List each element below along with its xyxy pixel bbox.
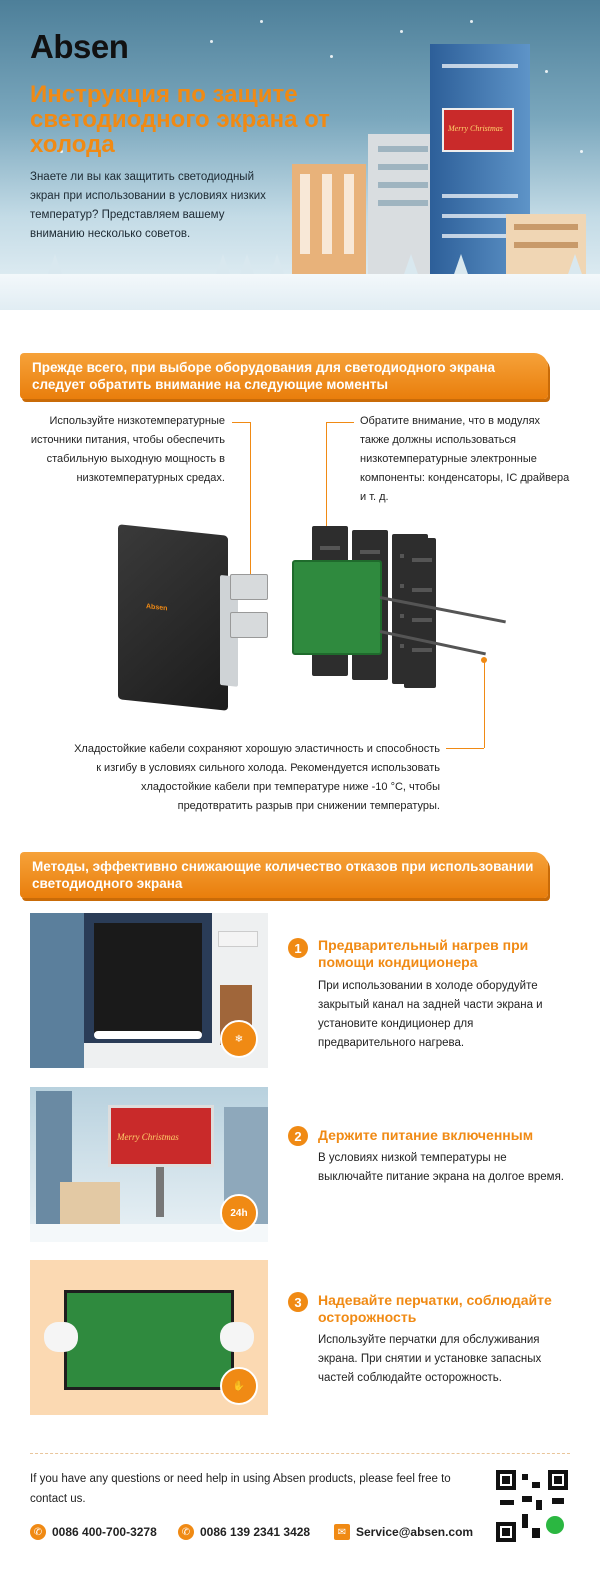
step-number: 2: [288, 1126, 308, 1146]
aircon-icon: ❄: [220, 1020, 258, 1058]
building-illustration: [292, 164, 366, 274]
email-icon: ✉: [334, 1524, 350, 1540]
brand-logo: Absen: [30, 28, 129, 65]
method-text: В условиях низкой температуры не выключайте питание экрана на долгое время.: [318, 1152, 565, 1183]
hero-banner: [0, 0, 600, 310]
callout-line: [446, 748, 484, 749]
callout-line: [326, 422, 354, 423]
contact-email[interactable]: [334, 1524, 473, 1540]
callout-modules: Обратите внимание, что в модулях также должны использоваться низкотемпературные электронные компоненты: конденсаторы, IC драйвера и т. д.: [360, 415, 570, 503]
callout-power-supply: Используйте низкотемпературные источники питания, чтобы обеспечить стабильную выходную мощность в низкотемпературных средах.: [30, 415, 225, 484]
page-title: Инструкция по защите светодиодного экрана от холода: [30, 81, 330, 158]
led-module-image: [404, 538, 436, 688]
email-address[interactable]: Service@absen.com: [356, 1525, 474, 1539]
hero-billboard: Merry Christmas: [442, 108, 514, 152]
snow-ground: [0, 274, 600, 310]
method-power-on-image: Merry Christmas 24h: [30, 1087, 268, 1242]
callout-line: [326, 422, 327, 534]
method-text: При использовании в холоде оборудуйте закрытый канал на задней части экрана и установите кондиционер для предварительного нагрева.: [318, 980, 543, 1049]
section-header-methods: Методы, эффективно снижающие количество отказов при использовании светодиодного экрана: [20, 852, 548, 898]
method-title: Предварительный нагрев при помощи кондиционера: [318, 937, 529, 970]
callout-cables: Хладостойкие кабели сохраняют хорошую эластичность и способность к изгибу в условиях сильного холода. Рекомендуется использовать хладостойкие кабели при температуре ниже -10 °C, чтобы предотвратить разрыв при снижении температуры.: [74, 743, 440, 812]
building-illustration: [368, 134, 438, 274]
power-supply-image: [230, 574, 268, 600]
method-title: Надевайте перчатки, соблюдайте осторожность: [318, 1292, 552, 1325]
callout-line: [250, 422, 251, 578]
phone-number[interactable]: 0086 400-700-3278: [52, 1525, 157, 1539]
phone-icon: ✆: [30, 1524, 46, 1540]
callout-line: [232, 422, 250, 423]
callout-line: [484, 660, 485, 748]
hero-intro-text: Знаете ли вы как защитить светодиодный экран при использовании в условиях низких температур? Представляем вашему вниманию несколько советов.: [30, 171, 266, 240]
gloves-icon: ✋: [220, 1367, 258, 1405]
qr-code[interactable]: [496, 1470, 568, 1542]
contact-whatsapp[interactable]: [178, 1524, 310, 1540]
power-supply-image: [230, 612, 268, 638]
whatsapp-icon: ✆: [178, 1524, 194, 1540]
hub-board-image: [292, 560, 382, 655]
callout-dot: [481, 657, 487, 663]
section-header-equipment: Прежде всего, при выборе оборудования для светодиодного экрана следует обратить внимание на следующие моменты: [20, 353, 548, 399]
footer-divider: [30, 1453, 570, 1454]
method-aircon-image: [30, 913, 268, 1068]
led-cabinet-image: Absen: [118, 524, 228, 711]
method-text: Используйте перчатки для обслуживания экрана. При снятии и установке запасных частей соблюдайте осторожность.: [318, 1334, 542, 1384]
step-number: 3: [288, 1292, 308, 1312]
whatsapp-number[interactable]: 0086 139 2341 3428: [200, 1525, 311, 1539]
step-number: 1: [288, 938, 308, 958]
method-title: Держите питание включенным: [318, 1127, 534, 1143]
power-24h-icon: 24h: [220, 1194, 258, 1232]
method-gloves-image: [30, 1260, 268, 1415]
contact-phone[interactable]: [30, 1524, 157, 1540]
footer-text: If you have any questions or need help in using Absen products, please feel free to contact us.: [30, 1473, 451, 1505]
